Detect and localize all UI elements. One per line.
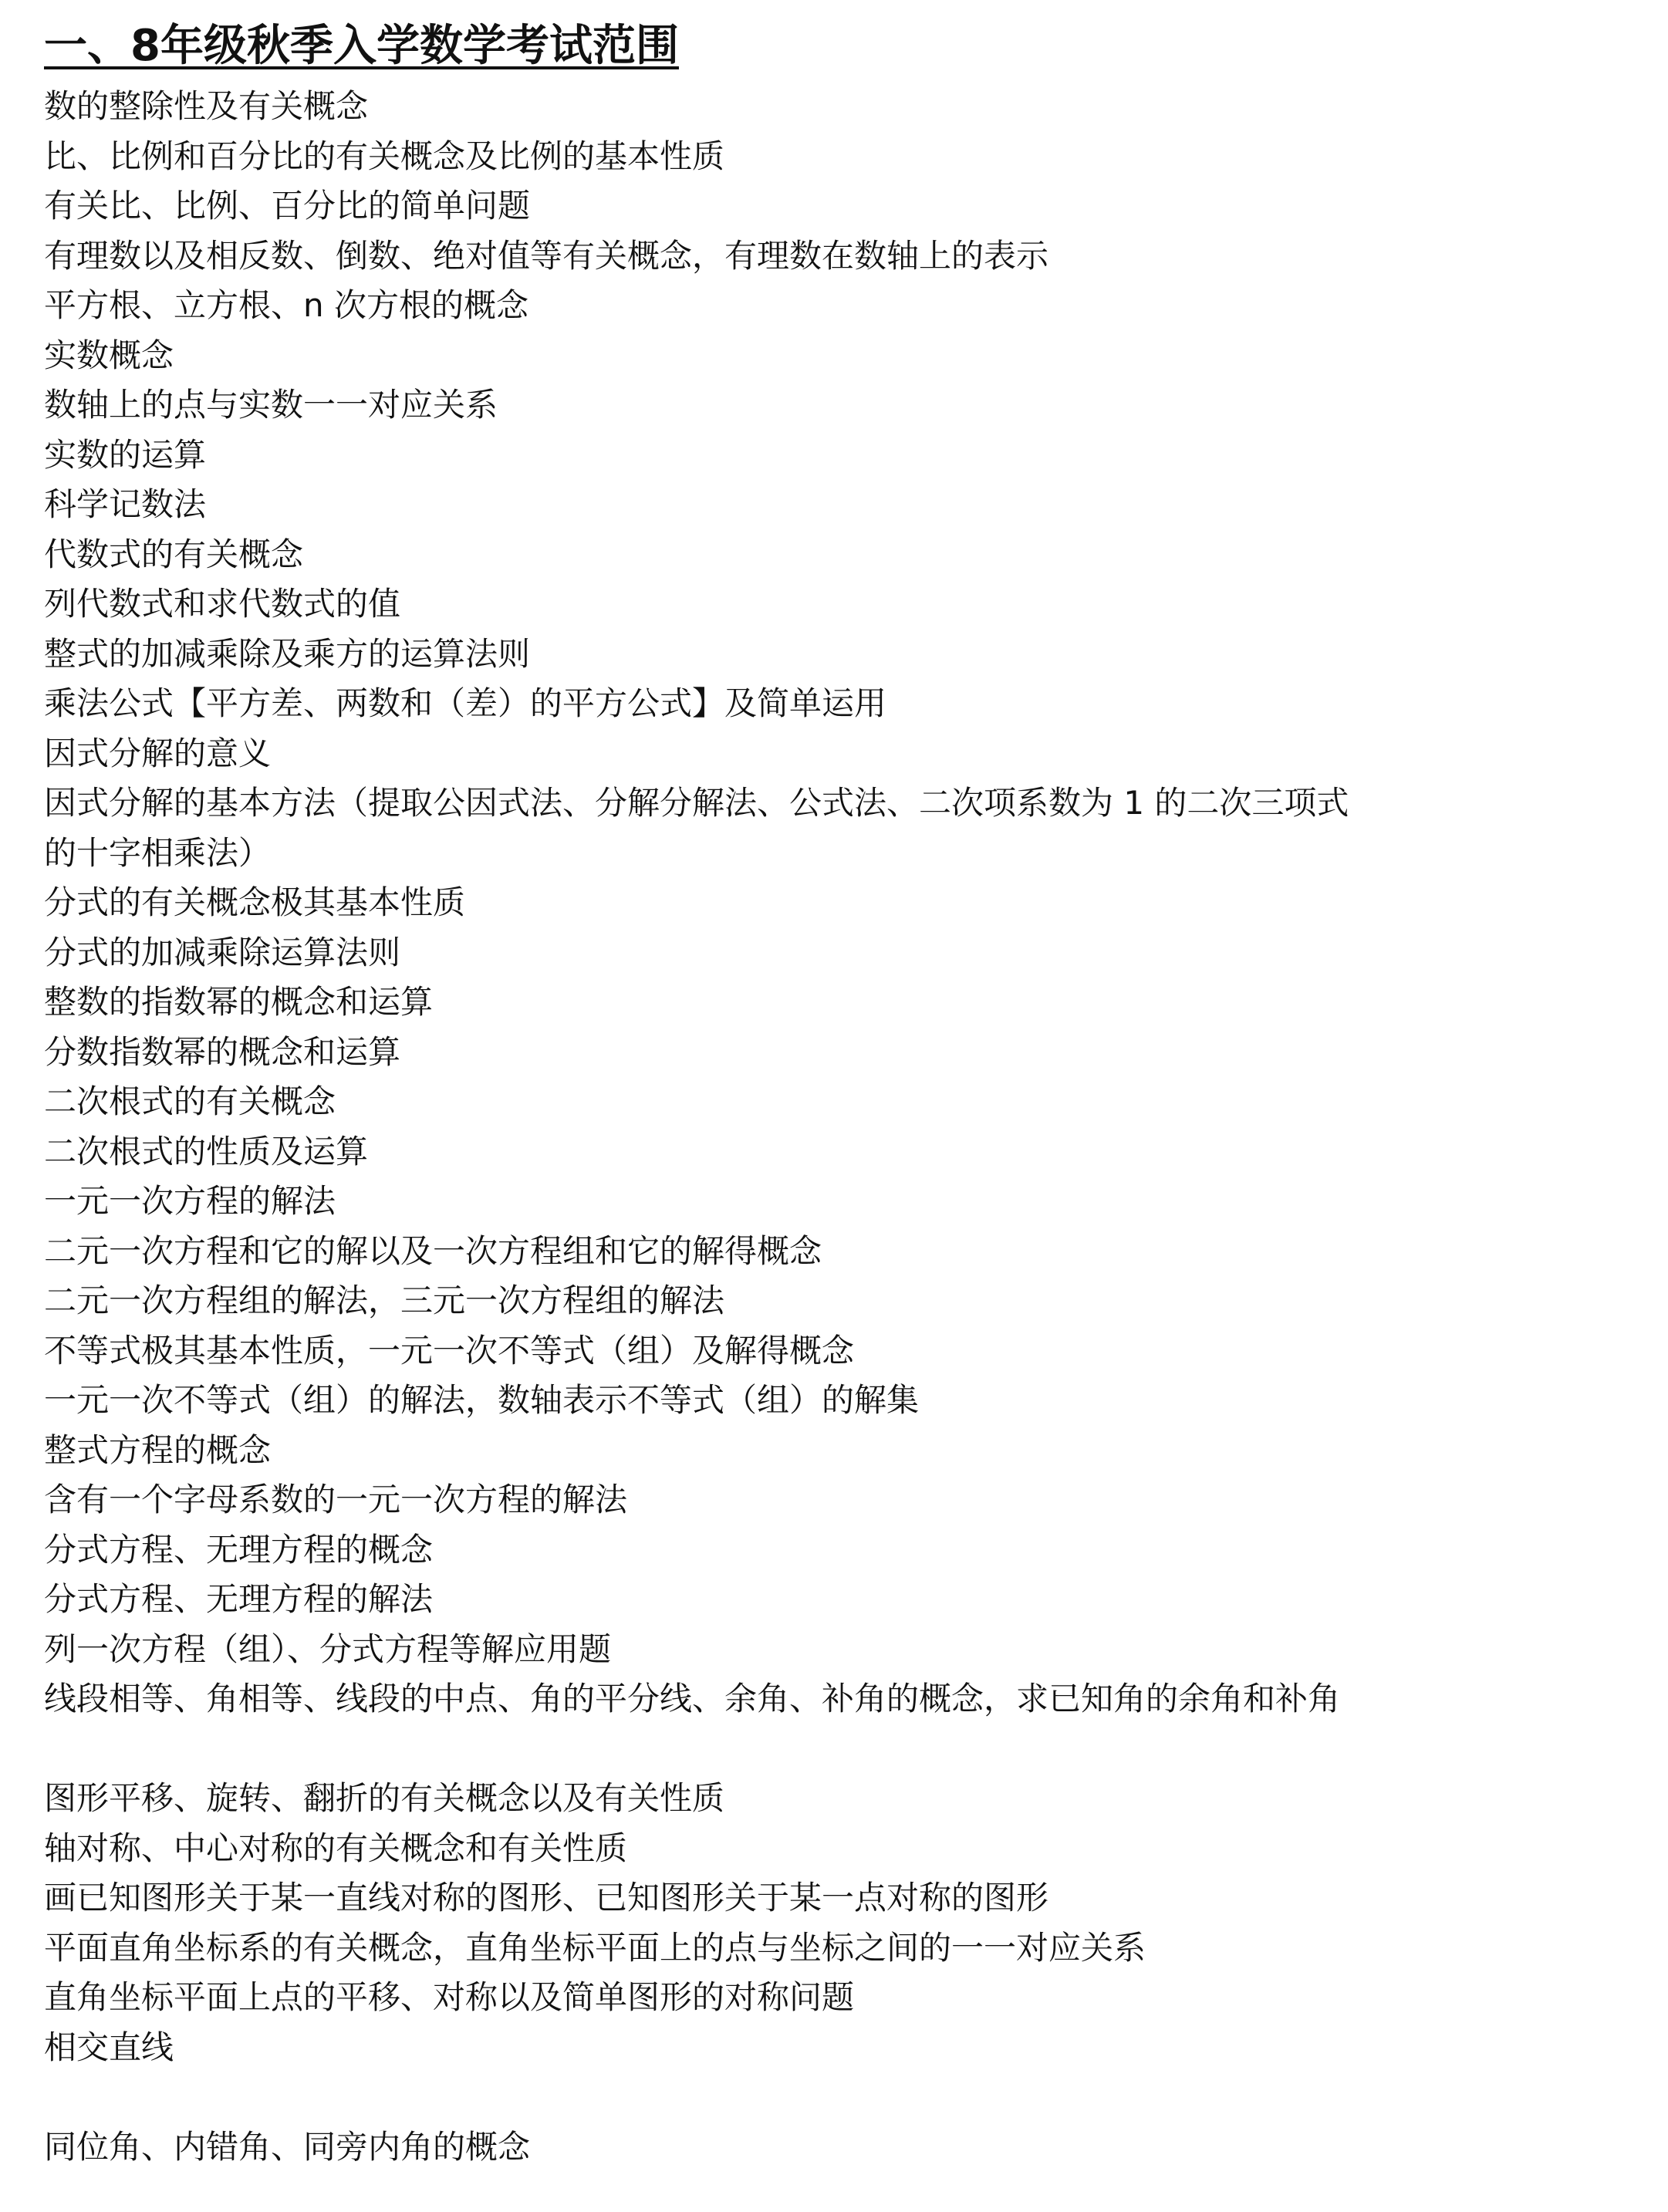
- topic-item: 平方根、立方根、n 次方根的概念: [44, 286, 528, 324]
- topic-item: 二元一次方程和它的解以及一次方程组和它的解得概念: [44, 1231, 822, 1270]
- blank-line: [44, 2072, 1626, 2123]
- topic-item: 不等式极其基本性质，一元一次不等式（组）及解得概念: [44, 1331, 855, 1369]
- topic-item: 平面直角坐标系的有关概念，直角坐标平面上的点与坐标之间的一一对应关系: [44, 1928, 1146, 1967]
- topic-item: 直角坐标平面上点的平移、对称以及简单图形的对称问题: [44, 1978, 855, 2016]
- topic-item: 一元一次不等式（组）的解法，数轴表示不等式（组）的解集: [44, 1381, 920, 1419]
- topic-item-continuation: 的十字相乘法）: [44, 833, 272, 872]
- topic-item: 相交直线: [44, 2028, 174, 2066]
- topic-item: 有关比、比例、百分比的简单问题: [44, 187, 531, 225]
- topic-item: 同位角、内错角、同旁内角的概念: [44, 2127, 531, 2166]
- topic-item: 分式的加减乘除运算法则: [44, 933, 401, 971]
- topic-item: 二次根式的性质及运算: [44, 1132, 369, 1170]
- topic-item: 二元一次方程组的解法，三元一次方程组的解法: [44, 1282, 725, 1319]
- topic-item: 数的整除性及有关概念: [44, 87, 369, 125]
- topic-item: 实数概念: [44, 336, 174, 374]
- document-title: 一、8年级秋季入学数学考试范围: [44, 21, 679, 71]
- topic-item: 一元一次方程的解法: [44, 1182, 336, 1220]
- topic-item: 因式分解的基本方法（提取公因式法、分解分解法、公式法、二次项系数为 1 的二次三项式: [44, 784, 1349, 822]
- topic-item: 分式方程、无理方程的概念: [44, 1530, 434, 1569]
- topic-item: 科学记数法: [44, 485, 207, 523]
- topic-item: 整式方程的概念: [44, 1430, 272, 1469]
- topic-item: 列代数式和求代数式的值: [44, 585, 401, 623]
- topic-item: 二次根式的有关概念: [44, 1082, 336, 1120]
- topic-item: 画已知图形关于某一直线对称的图形、已知图形关于某一点对称的图形: [44, 1879, 1049, 1917]
- topic-item: 有理数以及相反数、倒数、绝对值等有关概念，有理数在数轴上的表示: [44, 236, 1049, 275]
- topic-item: 实数的运算: [44, 435, 207, 474]
- topic-item: 比、比例和百分比的有关概念及比例的基本性质: [44, 137, 725, 175]
- blank-line: [44, 1724, 1626, 1775]
- topic-item: 分数指数幂的概念和运算: [44, 1032, 401, 1071]
- topic-item: 分式的有关概念极其基本性质: [44, 883, 466, 921]
- topic-item: 整数的指数幂的概念和运算: [44, 983, 434, 1021]
- topic-item: 轴对称、中心对称的有关概念和有关性质: [44, 1829, 628, 1867]
- document-page: [44, 0, 1626, 2172]
- topic-item: 数轴上的点与实数一一对应关系: [44, 386, 498, 424]
- topic-item: 乘法公式【平方差、两数和（差）的平方公式】及简单运用: [44, 684, 887, 722]
- topic-item: 列一次方程（组）、分式方程等解应用题: [44, 1629, 612, 1668]
- topic-item: 因式分解的意义: [44, 734, 272, 772]
- topic-item: 含有一个字母系数的一元一次方程的解法: [44, 1481, 628, 1518]
- topic-item: 分式方程、无理方程的解法: [44, 1580, 434, 1618]
- topic-item: 代数式的有关概念: [44, 535, 304, 573]
- topic-list: [44, 82, 1626, 2172]
- topic-item: 图形平移、旋转、翻折的有关概念以及有关性质: [44, 1779, 725, 1817]
- topic-item: 整式的加减乘除及乘方的运算法则: [44, 634, 531, 673]
- topic-item: 线段相等、角相等、线段的中点、角的平分线、余角、补角的概念，求已知角的余角和补角: [44, 1680, 1341, 1717]
